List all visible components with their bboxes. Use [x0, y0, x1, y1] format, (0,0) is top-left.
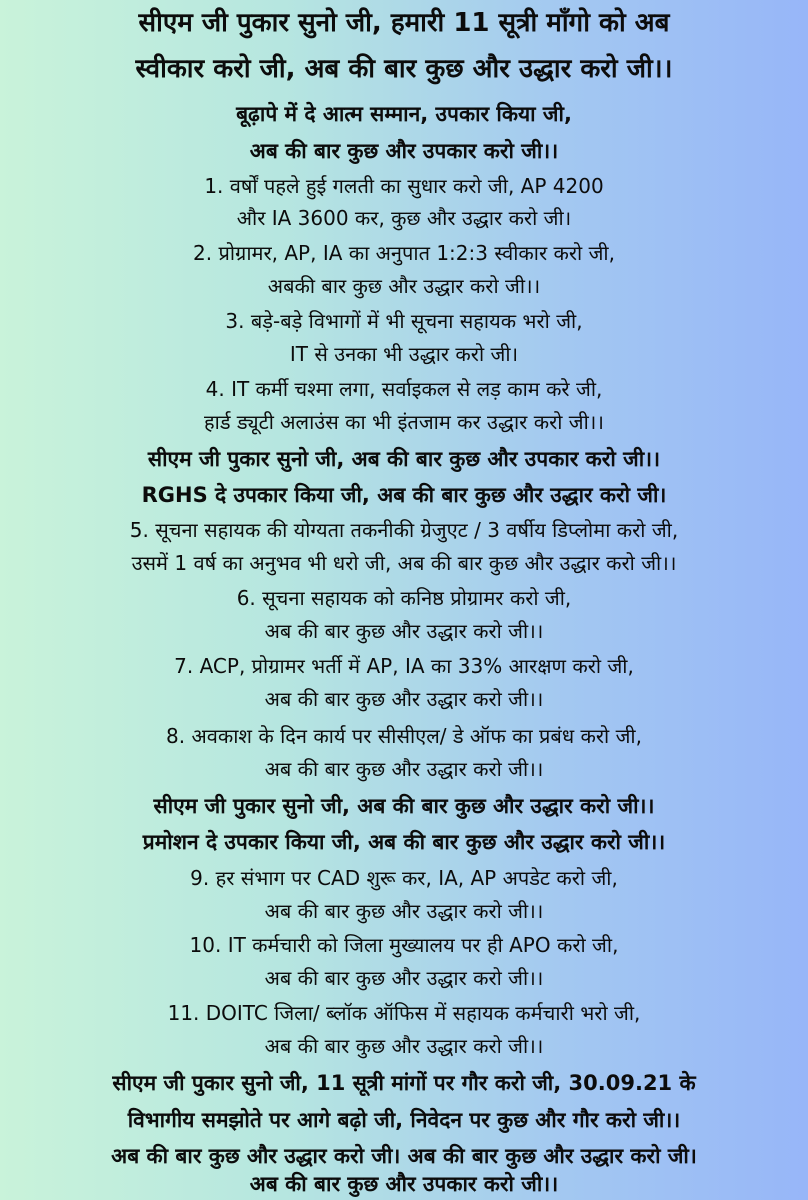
- refrain-1: सीएम जी पुकार सुनो जी, अब की बार कुछ और उपकार करो जी।।: [147, 447, 661, 471]
- demand-2-line-1: 2. प्रोग्रामर, AP, IA का अनुपात 1:2:3 स्वीकार करो जी,: [193, 241, 615, 265]
- closing-line-2: विभागीय समझोते पर आगे बढ़ो जी, निवेदन पर कुछ और गौर करो जी।।: [127, 1108, 681, 1132]
- closing-line-4: अब की बार कुछ और उपकार करो जी।।: [249, 1172, 559, 1196]
- demand-2-line-2: अबकी बार कुछ और उद्धार करो जी।।: [267, 274, 541, 298]
- demand-8-line-2: अब की बार कुछ और उद्धार करो जी।।: [264, 757, 544, 781]
- demand-9-line-1: 9. हर संभाग पर CAD शुरू कर, IA, AP अपडेट करो जी,: [190, 866, 618, 890]
- demand-5-line-2: उसमें 1 वर्ष का अनुभव भी धरो जी, अब की बार कुछ और उद्धार करो जी।।: [131, 551, 677, 575]
- demand-10-line-1: 10. IT कर्मचारी को जिला मुख्यालय पर ही APO करो जी,: [189, 933, 619, 957]
- heading-line-1: सीएम जी पुकार सुनो जी, हमारी 11 सूत्री माँगो को अब: [138, 8, 670, 38]
- demand-6-line-2: अब की बार कुछ और उद्धार करो जी।।: [264, 619, 544, 643]
- demand-1-line-1: 1. वर्षों पहले हुई गलती का सुधार करो जी, AP 4200: [204, 174, 604, 198]
- refrain-3: सीएम जी पुकार सुनो जी, अब की बार कुछ और उद्धार करो जी।।: [153, 794, 655, 818]
- demand-10-line-2: अब की बार कुछ और उद्धार करो जी।।: [264, 966, 544, 990]
- refrain-2: RGHS दे उपकार किया जी, अब की बार कुछ और उद्धार करो जी।: [141, 483, 667, 507]
- closing-line-1: सीएम जी पुकार सुनो जी, 11 सूत्री मांगों पर गौर करो जी, 30.09.21 के: [112, 1071, 696, 1095]
- demand-7-line-1: 7. ACP, प्रोग्रामर भर्ती में AP, IA का 33% आरक्षण करो जी,: [174, 654, 634, 678]
- intro-line-1: बूढ़ापे में दे आत्म सम्मान, उपकार किया जी,: [236, 102, 572, 126]
- intro-line-2: अब की बार कुछ और उपकार करो जी।।: [249, 139, 559, 163]
- demand-3-line-2: IT से उनका भी उद्धार करो जी।: [289, 342, 519, 366]
- demand-11-line-2: अब की बार कुछ और उद्धार करो जी।।: [264, 1034, 544, 1058]
- closing-line-3: अब की बार कुछ और उद्धार करो जी। अब की बार कुछ और उद्धार करो जी।: [111, 1144, 697, 1168]
- demand-4-line-1: 4. IT कर्मी चश्मा लगा, सर्वाइकल से लड़ काम करे जी,: [205, 377, 603, 401]
- demand-8-line-1: 8. अवकाश के दिन कार्य पर सीसीएल/ डे ऑफ का प्रबंध करो जी,: [166, 724, 642, 748]
- demand-4-line-2: हार्ड ड्यूटी अलाउंस का भी इंतजाम कर उद्धार करो जी।।: [204, 410, 604, 434]
- demand-9-line-2: अब की बार कुछ और उद्धार करो जी।।: [264, 899, 544, 923]
- demand-1-line-2: और IA 3600 कर, कुछ और उद्धार करो जी।: [236, 206, 572, 230]
- demand-6-line-1: 6. सूचना सहायक को कनिष्ठ प्रोग्रामर करो जी,: [236, 586, 572, 610]
- refrain-4: प्रमोशन दे उपकार किया जी, अब की बार कुछ और उद्धार करो जी।।: [142, 830, 666, 854]
- demand-7-line-2: अब की बार कुछ और उद्धार करो जी।।: [264, 687, 544, 711]
- demand-5-line-1: 5. सूचना सहायक की योग्यता तकनीकी ग्रेजुएट / 3 वर्षीय डिप्लोमा करो जी,: [129, 518, 679, 542]
- demand-3-line-1: 3. बड़े-बड़े विभागों में भी सूचना सहायक भरो जी,: [225, 309, 583, 333]
- heading-line-2: स्वीकार करो जी, अब की बार कुछ और उद्धार करो जी।।: [135, 54, 673, 84]
- demand-11-line-1: 11. DOITC जिला/ ब्लॉक ऑफिस में सहायक कर्मचारी भरो जी,: [167, 1001, 641, 1025]
